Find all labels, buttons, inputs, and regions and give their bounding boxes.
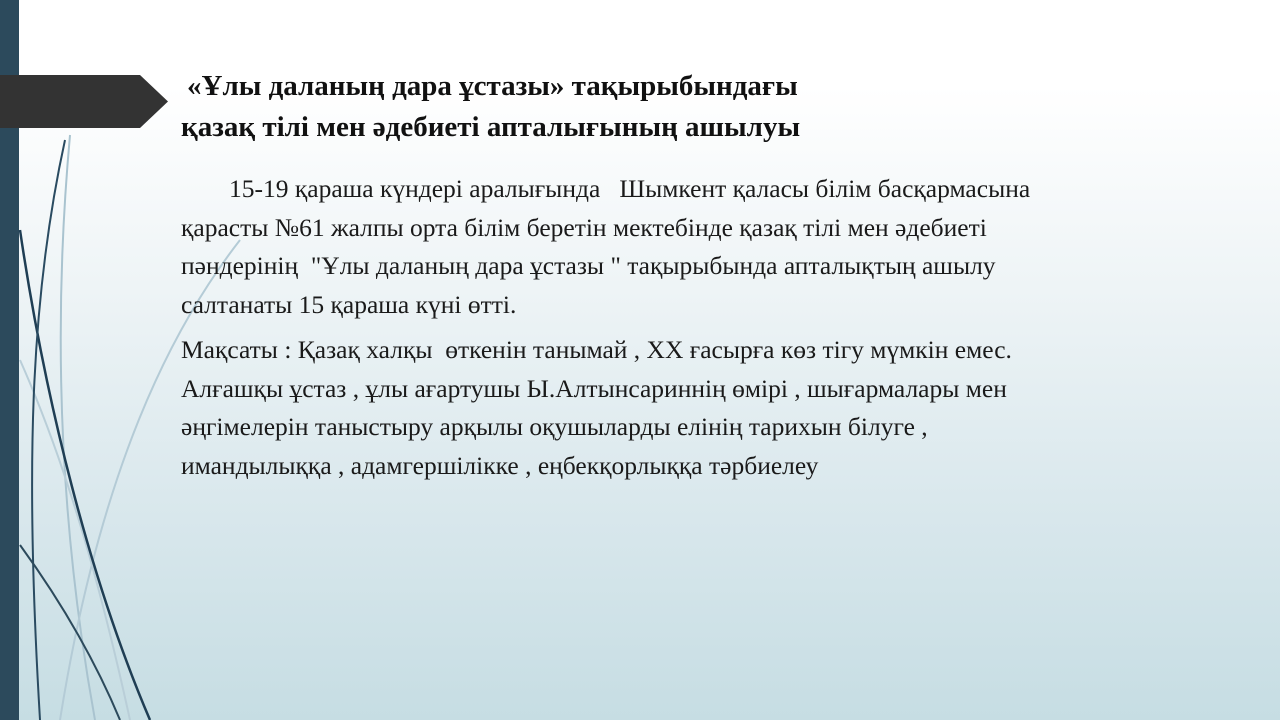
title-line-1: «Ұлы даланың дара ұстазы» тақырыбындағы (187, 70, 798, 102)
slide-title (181, 66, 1181, 148)
title-arrow-banner (0, 75, 168, 128)
paragraph-goal: Мақсаты : Қазақ халқы өткенін танымай , ХХ ғасырға көз тігу мүмкін емес. Алғашқы ұстаз , ұлы ағартушы Ы.Алтынсариннің өмірі , шығармалары мен әңгімелерін таныстыру арқылы оқушыларды елінің тарихын білуге , имандылыққа , адамгершілікке , еңбекқорлыққа тәрбиелеу (181, 335, 1019, 480)
paragraph-event: 15-19 қараша күндері аралығында Шымкент қаласы білім басқармасына қарасты №61 жалпы орта білім беретін мектебінде қазақ тілі мен әдебиеті пәндерінің "Ұлы даланың дара ұстазы " тақырыбында апталықтың ашылу салтанаты 15 қараша күні өтті. (181, 174, 1037, 319)
slide-body (181, 170, 1081, 485)
curve-light-1 (61, 135, 95, 720)
title-line-2: қазақ тілі мен әдебиеті апталығының ашылуы (181, 111, 801, 143)
